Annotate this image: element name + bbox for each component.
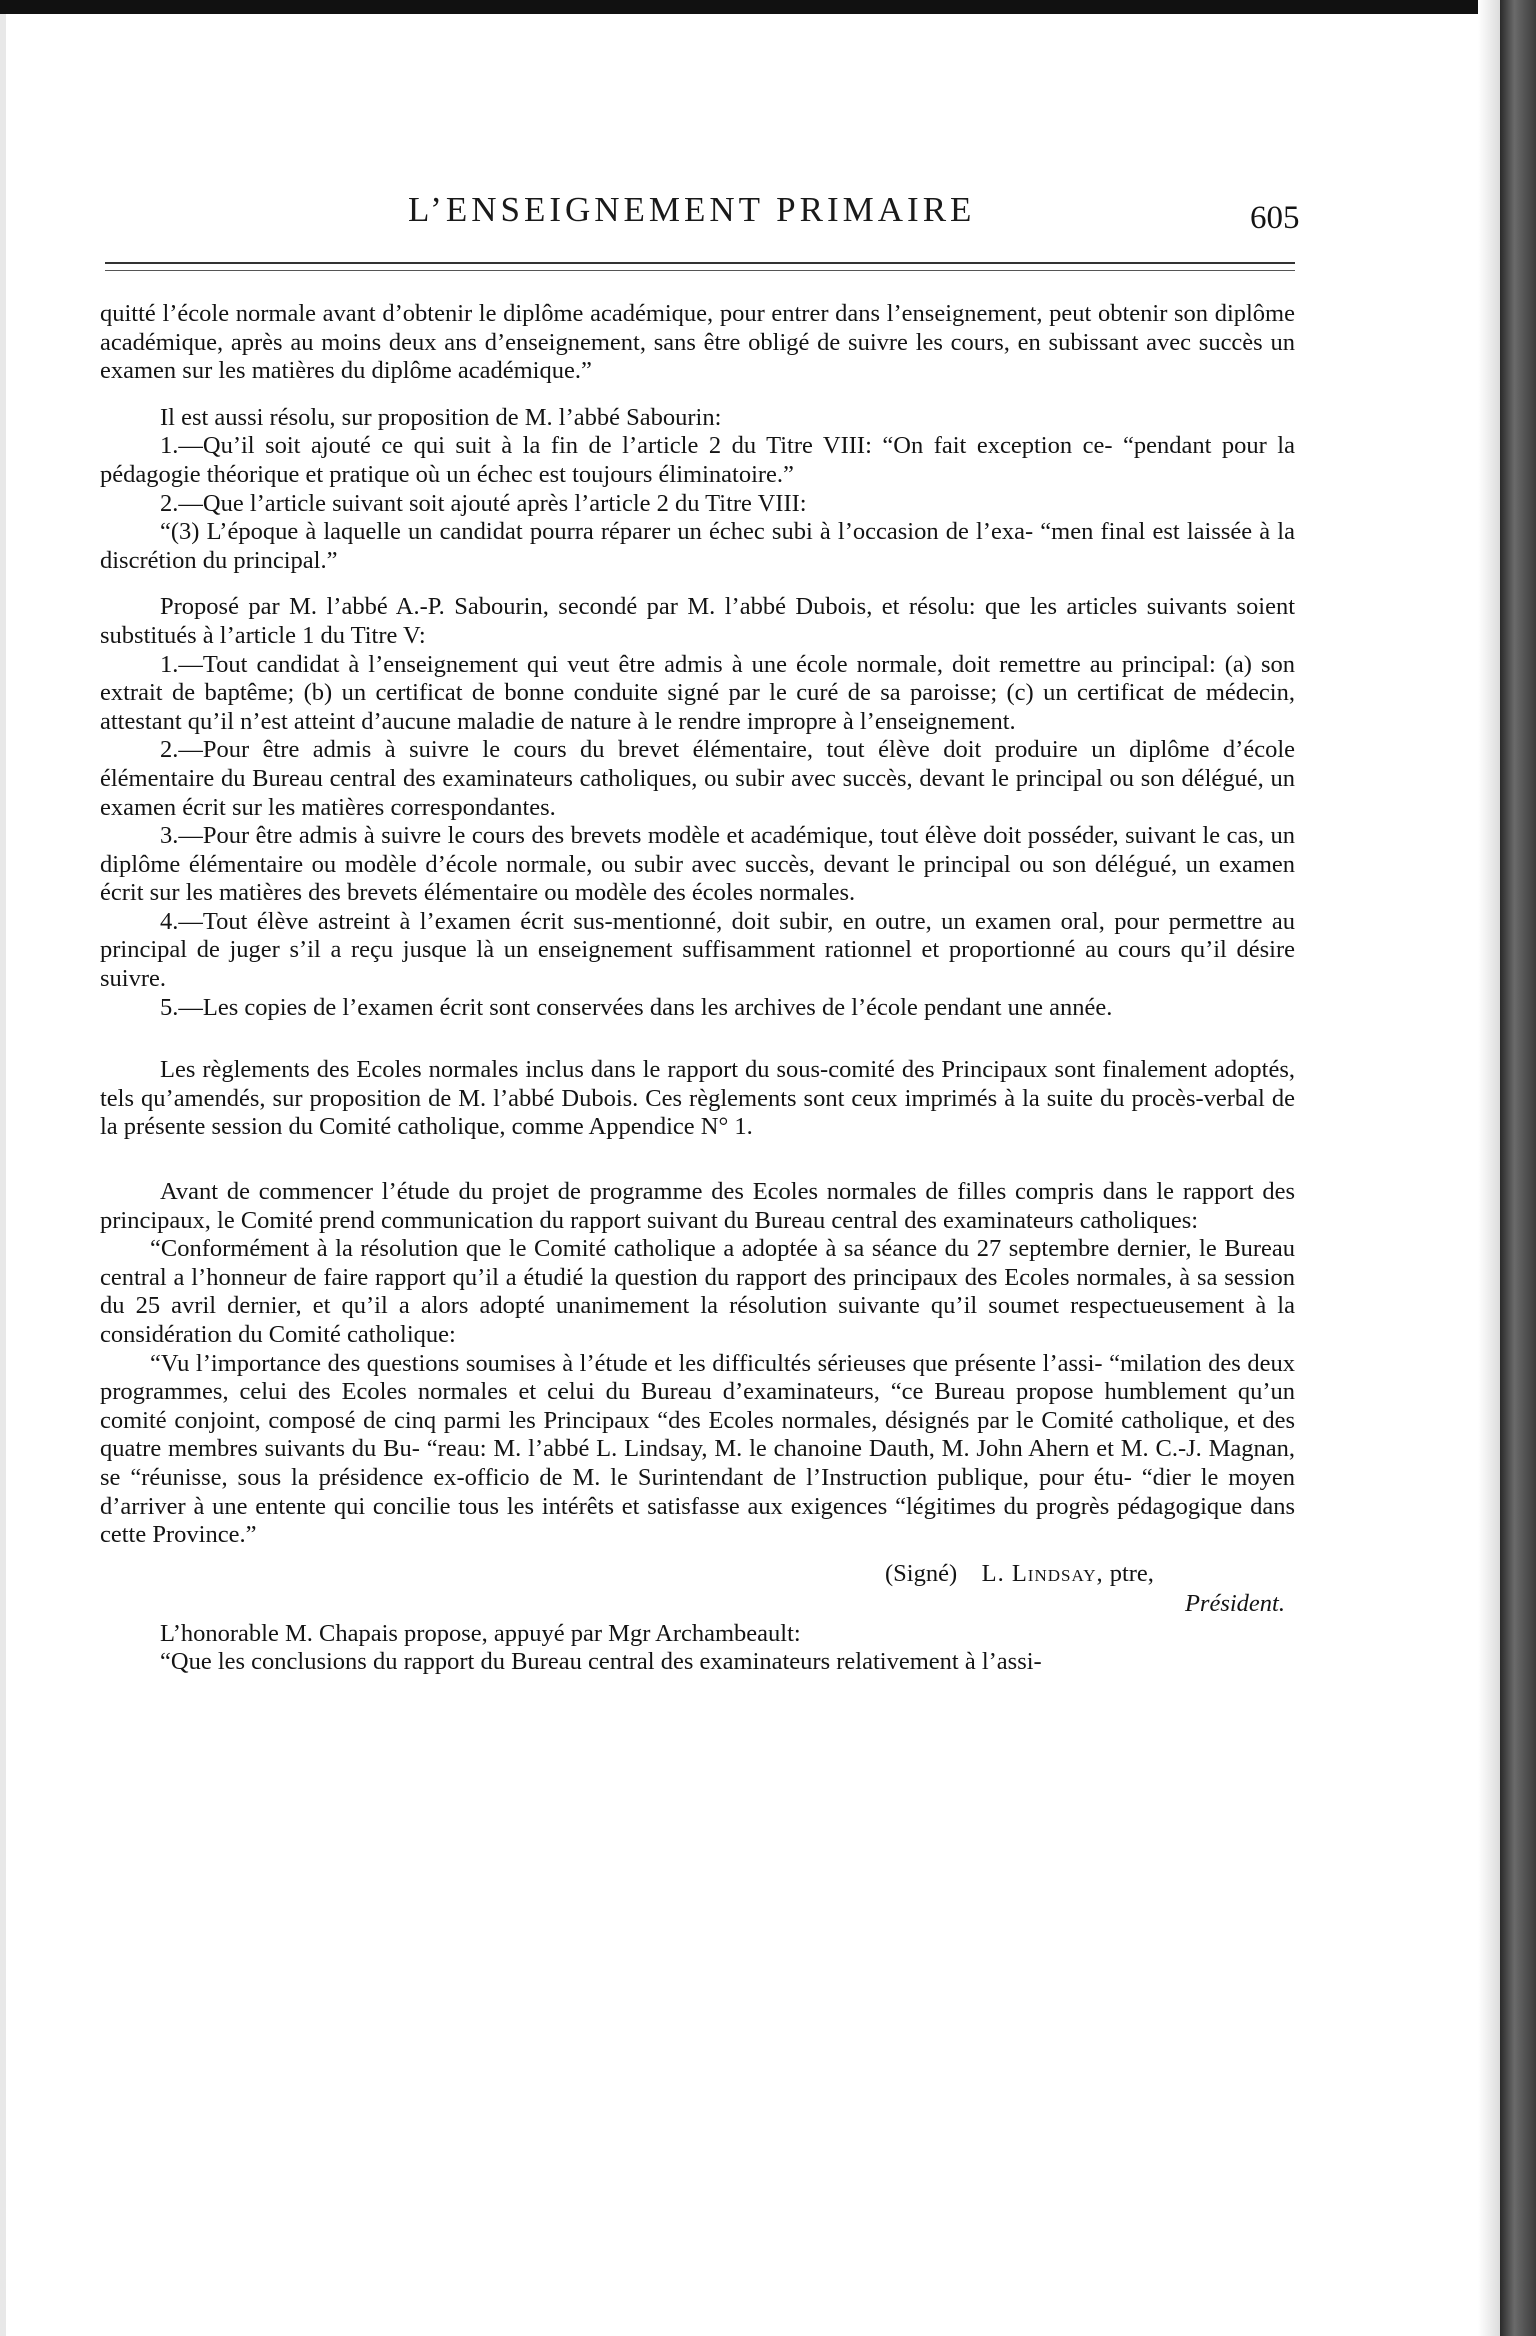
signature-block <box>100 1560 1295 1620</box>
paragraph-closing: L’honorable M. Chapais propose, appuyé par Mgr Archambeault: <box>160 1619 801 1647</box>
signature-signed: (Signé) <box>885 1559 958 1587</box>
paragraph-item: 2.—Que l’article suivant soit ajouté après l’article 2 du Titre VIII: <box>160 489 807 517</box>
page-body <box>100 300 1295 1677</box>
paragraph-proposal: Proposé par M. l’abbé A.-P. Sabourin, secondé par M. l’abbé Dubois, et résolu: que les articles suivants soient substitués à l’article 1 du Titre V: <box>100 593 1295 649</box>
paragraph-programme: Avant de commencer l’étude du projet de programme des Ecoles normales de filles compris dans le rapport des principaux, le Comité prend communication du rapport suivant du Bureau central des examinateurs catholiques: <box>100 1178 1295 1234</box>
paragraph-resolution: Il est aussi résolu, sur proposition de M. l’abbé Sabourin: <box>160 403 722 431</box>
signature-line <box>885 1560 1154 1588</box>
paragraph-continuation: quitté l’école normale avant d’obtenir le diplôme académique, pour entrer dans l’enseignement, peut obtenir son diplôme académique, après au moins deux ans d’enseignement, sans être obligé de suivre les cours, en subissant avec succès un examen sur les matières du diplôme académique.” <box>100 300 1295 385</box>
paragraph-item: 2.—Pour être admis à suivre le cours du brevet élémentaire, tout élève doit produire un diplôme d’école élémentaire du Bureau central des examinateurs catholiques, ou subir avec succès, devant le principal ou son délégué, un examen écrit sur les matières correspondantes. <box>100 736 1295 821</box>
paragraph-item: 1.—Tout candidat à l’enseignement qui veut être admis à une école normale, doit remettre au principal: (a) son extrait de baptême; (b) un certificat de bonne conduite signé par le curé de sa paroisse; (c) un certificat de médecin, attestant qu’il n’est atteint d’aucune maladie de nature à le rendre impropre à l’enseignement. <box>100 650 1295 735</box>
paragraph-reglements: Les règlements des Ecoles normales inclus dans le rapport du sous-comité des Principaux sont finalement adoptés, tels qu’amendés, sur proposition de M. l’abbé Dubois. Ces règlements sont ceux imprimés à la suite du procès-verbal de la présente session du Comité catholique, comme Appendice N° 1. <box>100 1056 1295 1141</box>
scan-right-border <box>1500 0 1536 2336</box>
paragraph-item: 1.—Qu’il soit ajouté ce qui suit à la fin de l’article 2 du Titre VIII: “On fait exception ce- “pendant pour la pédagogie théorique et pratique où un échec est toujours éliminatoire.” <box>100 432 1295 488</box>
paragraph-item: 3.—Pour être admis à suivre le cours des brevets modèle et académique, tout élève doit posséder, suivant le cas, un diplôme élémentaire ou modèle d’école normale, ou subir avec succès, devant le principal ou son délégué, un examen écrit sur les matières des brevets élémentaire ou modèle des écoles normales. <box>100 822 1295 907</box>
signature-title: Président. <box>1184 1589 1285 1617</box>
paragraph-item: “(3) L’époque à laquelle un candidat pourra réparer un échec subi à l’occasion de l’exa- “men final est laissée à la discrétion du principal.” <box>100 518 1295 574</box>
page-header <box>0 180 1440 240</box>
header-rule <box>105 262 1295 264</box>
page-gutter-shadow <box>1478 0 1500 2336</box>
running-title: L’ENSEIGNEMENT PRIMAIRE <box>408 190 976 229</box>
paragraph-item: 4.—Tout élève astreint à l’examen écrit sus-mentionné, doit subir, en outre, un examen oral, pour permettre au principal de juger s’il a reçu jusque là un enseignement suffisamment rationnel et proportionné au cours qu’il désire suivre. <box>100 907 1295 993</box>
signature-role: ptre, <box>1109 1559 1154 1587</box>
signature-name: L. Lindsay, <box>981 1559 1104 1587</box>
page-number: 605 <box>1250 200 1300 236</box>
paragraph-closing-quote: “Que les conclusions du rapport du Bureau central des examinateurs relativement à l’assi- <box>160 1648 1042 1676</box>
paragraph-item: 5.—Les copies de l’examen écrit sont conservées dans les archives de l’école pendant une année. <box>160 993 1113 1021</box>
paragraph-quote-resolution: “Vu l’importance des questions soumises à l’étude et les difficultés sérieuses que présente l’assi- “milation des deux programmes, celui des Ecoles normales et celui du Bureau d’examinateurs, “ce Bureau propose humblement qu’un comité conjoint, composé de cinq parmi les Principaux “des Ecoles normales, désignés par le Comité catholique, et des quatre membres suivants du Bu- “reau: M. l’abbé L. Lindsay, M. le chanoine Dauth, M. John Ahern et M. C.-J. Magnan, se “réunisse, sous la présidence ex-officio de M. le Surintendant de l’Instruction publique, pour étu- “dier le moyen d’arriver à une entente qui concilie tous les intérêts et satisfasse aux exigences “légitimes du progrès pédagogique dans cette Province.” <box>100 1349 1295 1549</box>
header-rule-thin <box>105 270 1295 271</box>
paragraph-quote: “Conformément à la résolution que le Comité catholique a adoptée à sa séance du 27 septembre dernier, le Bureau central a l’honneur de faire rapport qu’il a étudié la question du rapport des principaux des Ecoles normales, à sa session du 25 avril dernier, et qu’il a alors adopté unanimement la résolution suivante qu’il soumet respectueusement à la considération du Comité catholique: <box>100 1235 1295 1348</box>
page-left-edge <box>0 0 6 2336</box>
scan-top-border <box>0 0 1536 14</box>
